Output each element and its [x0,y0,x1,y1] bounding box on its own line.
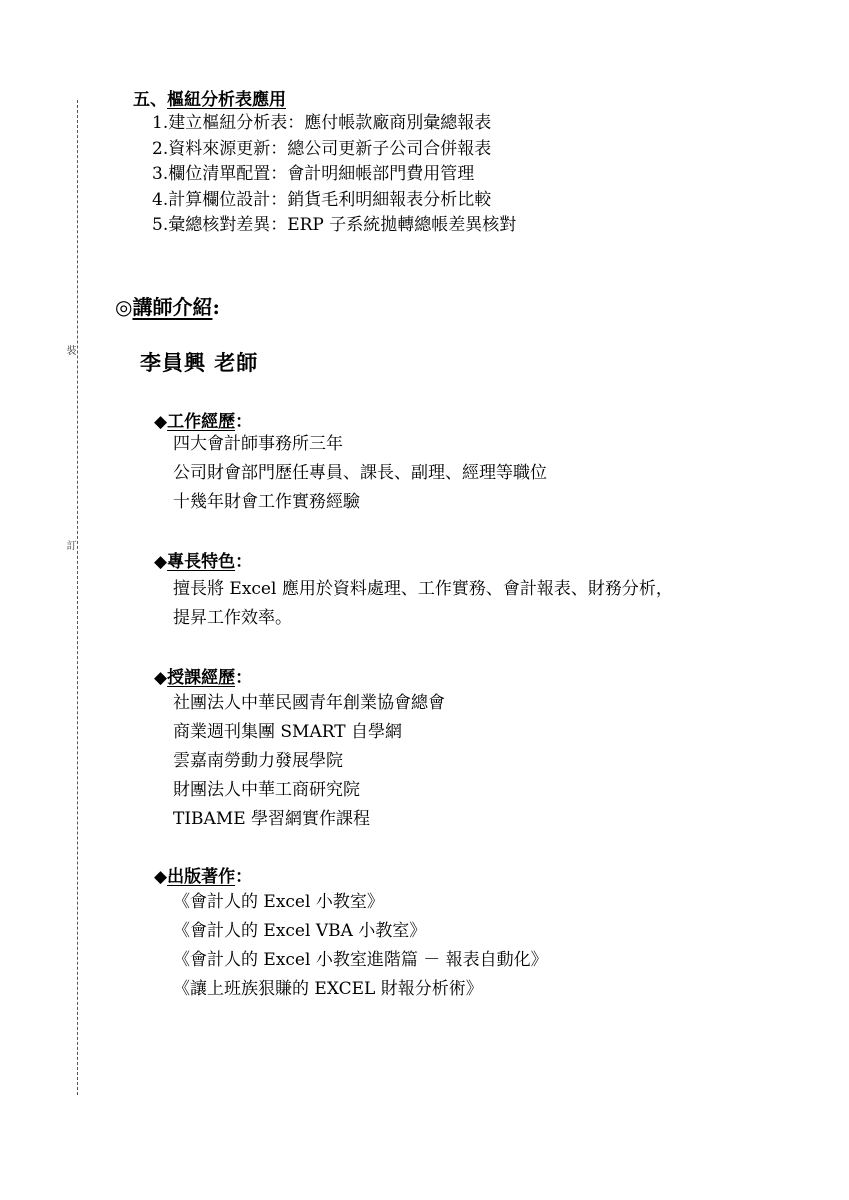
section5-heading [133,85,286,110]
list-item: 《讓上班族狠賺的 EXCEL 財報分析術》 [173,979,483,999]
binding-line [77,100,78,1095]
section-title-publications [154,862,252,887]
section-body-work [173,430,547,517]
instructor-colon: : [212,295,220,319]
list-item: 雲嘉南勞動力發展學院 [173,751,343,771]
list-item: 財團法人中華工商研究院 [173,780,360,800]
list-item: 2.資料來源更新：總公司更新子公司合併報表 [152,138,492,159]
list-item: 4.計算欄位設計：銷貨毛利明細報表分析比較 [152,189,492,210]
section5-prefix: 五、 [133,90,167,110]
list-item: 3.欄位清單配置：會計明細帳部門費用管理 [152,164,475,184]
section-body-expertise [173,575,673,633]
section5-list [152,111,516,239]
list-item: 十幾年財會工作實務經驗 [173,492,360,512]
list-item: 《會計人的 Excel VBA 小教室》 [173,921,427,941]
diamond-bullet-icon: ◆ [154,867,168,887]
instructor-heading [115,291,220,320]
list-item: 社團法人中華民國青年創業協會總會 [173,693,445,713]
section-body-teaching [173,689,445,834]
list-item: 四大會計師事務所三年 [173,434,343,454]
section-title-text: 專長特色 [167,552,236,572]
instructor-name: 李員興 老師 [140,350,259,375]
diamond-bullet-icon: ◆ [154,552,168,572]
section-title-text: 授課經歷 [167,668,236,688]
binding-mark-bottom: 訂 [64,540,75,550]
section-title-text: 出版著作 [167,867,236,887]
binding-mark-top: 裝 [64,345,75,355]
section-title-colon: ： [235,668,253,688]
diamond-bullet-icon: ◆ [154,412,168,432]
list-item: 《會計人的 Excel 小教室》 [173,892,384,912]
section-title-colon: ： [235,412,253,432]
section5-title: 樞紐分析表應用 [167,90,286,110]
list-item: 1.建立樞紐分析表：應付帳款廠商別彙總報表 [152,113,492,133]
section-title-text: 工作經歷 [167,412,236,432]
section-title-expertise [154,547,252,572]
list-item: 《會計人的 Excel 小教室進階篇 － 報表自動化》 [173,950,548,970]
list-item: 5.彙總核對差異：ERP 子系統拋轉總帳差異核對 [152,215,517,235]
section-body-publications [173,888,548,1004]
circle-symbol-icon: ◎ [115,295,133,319]
diamond-bullet-icon: ◆ [154,668,168,688]
list-item: 擅長將 Excel 應用於資料處理、工作實務、會計報表、財務分析， [173,579,673,599]
section-title-colon: ： [235,867,253,887]
section-title-work [154,407,252,432]
list-item: 提昇工作效率。 [173,608,292,628]
list-item: TIBAME 學習網實作課程 [173,809,371,829]
list-item: 公司財會部門歷任專員、課長、副理、經理等職位 [173,463,547,483]
section-title-teaching [154,663,252,688]
list-item: 商業週刊集團 SMART 自學網 [173,722,402,742]
section-title-colon: ： [235,552,253,572]
instructor-title: 講師介紹 [132,295,213,319]
